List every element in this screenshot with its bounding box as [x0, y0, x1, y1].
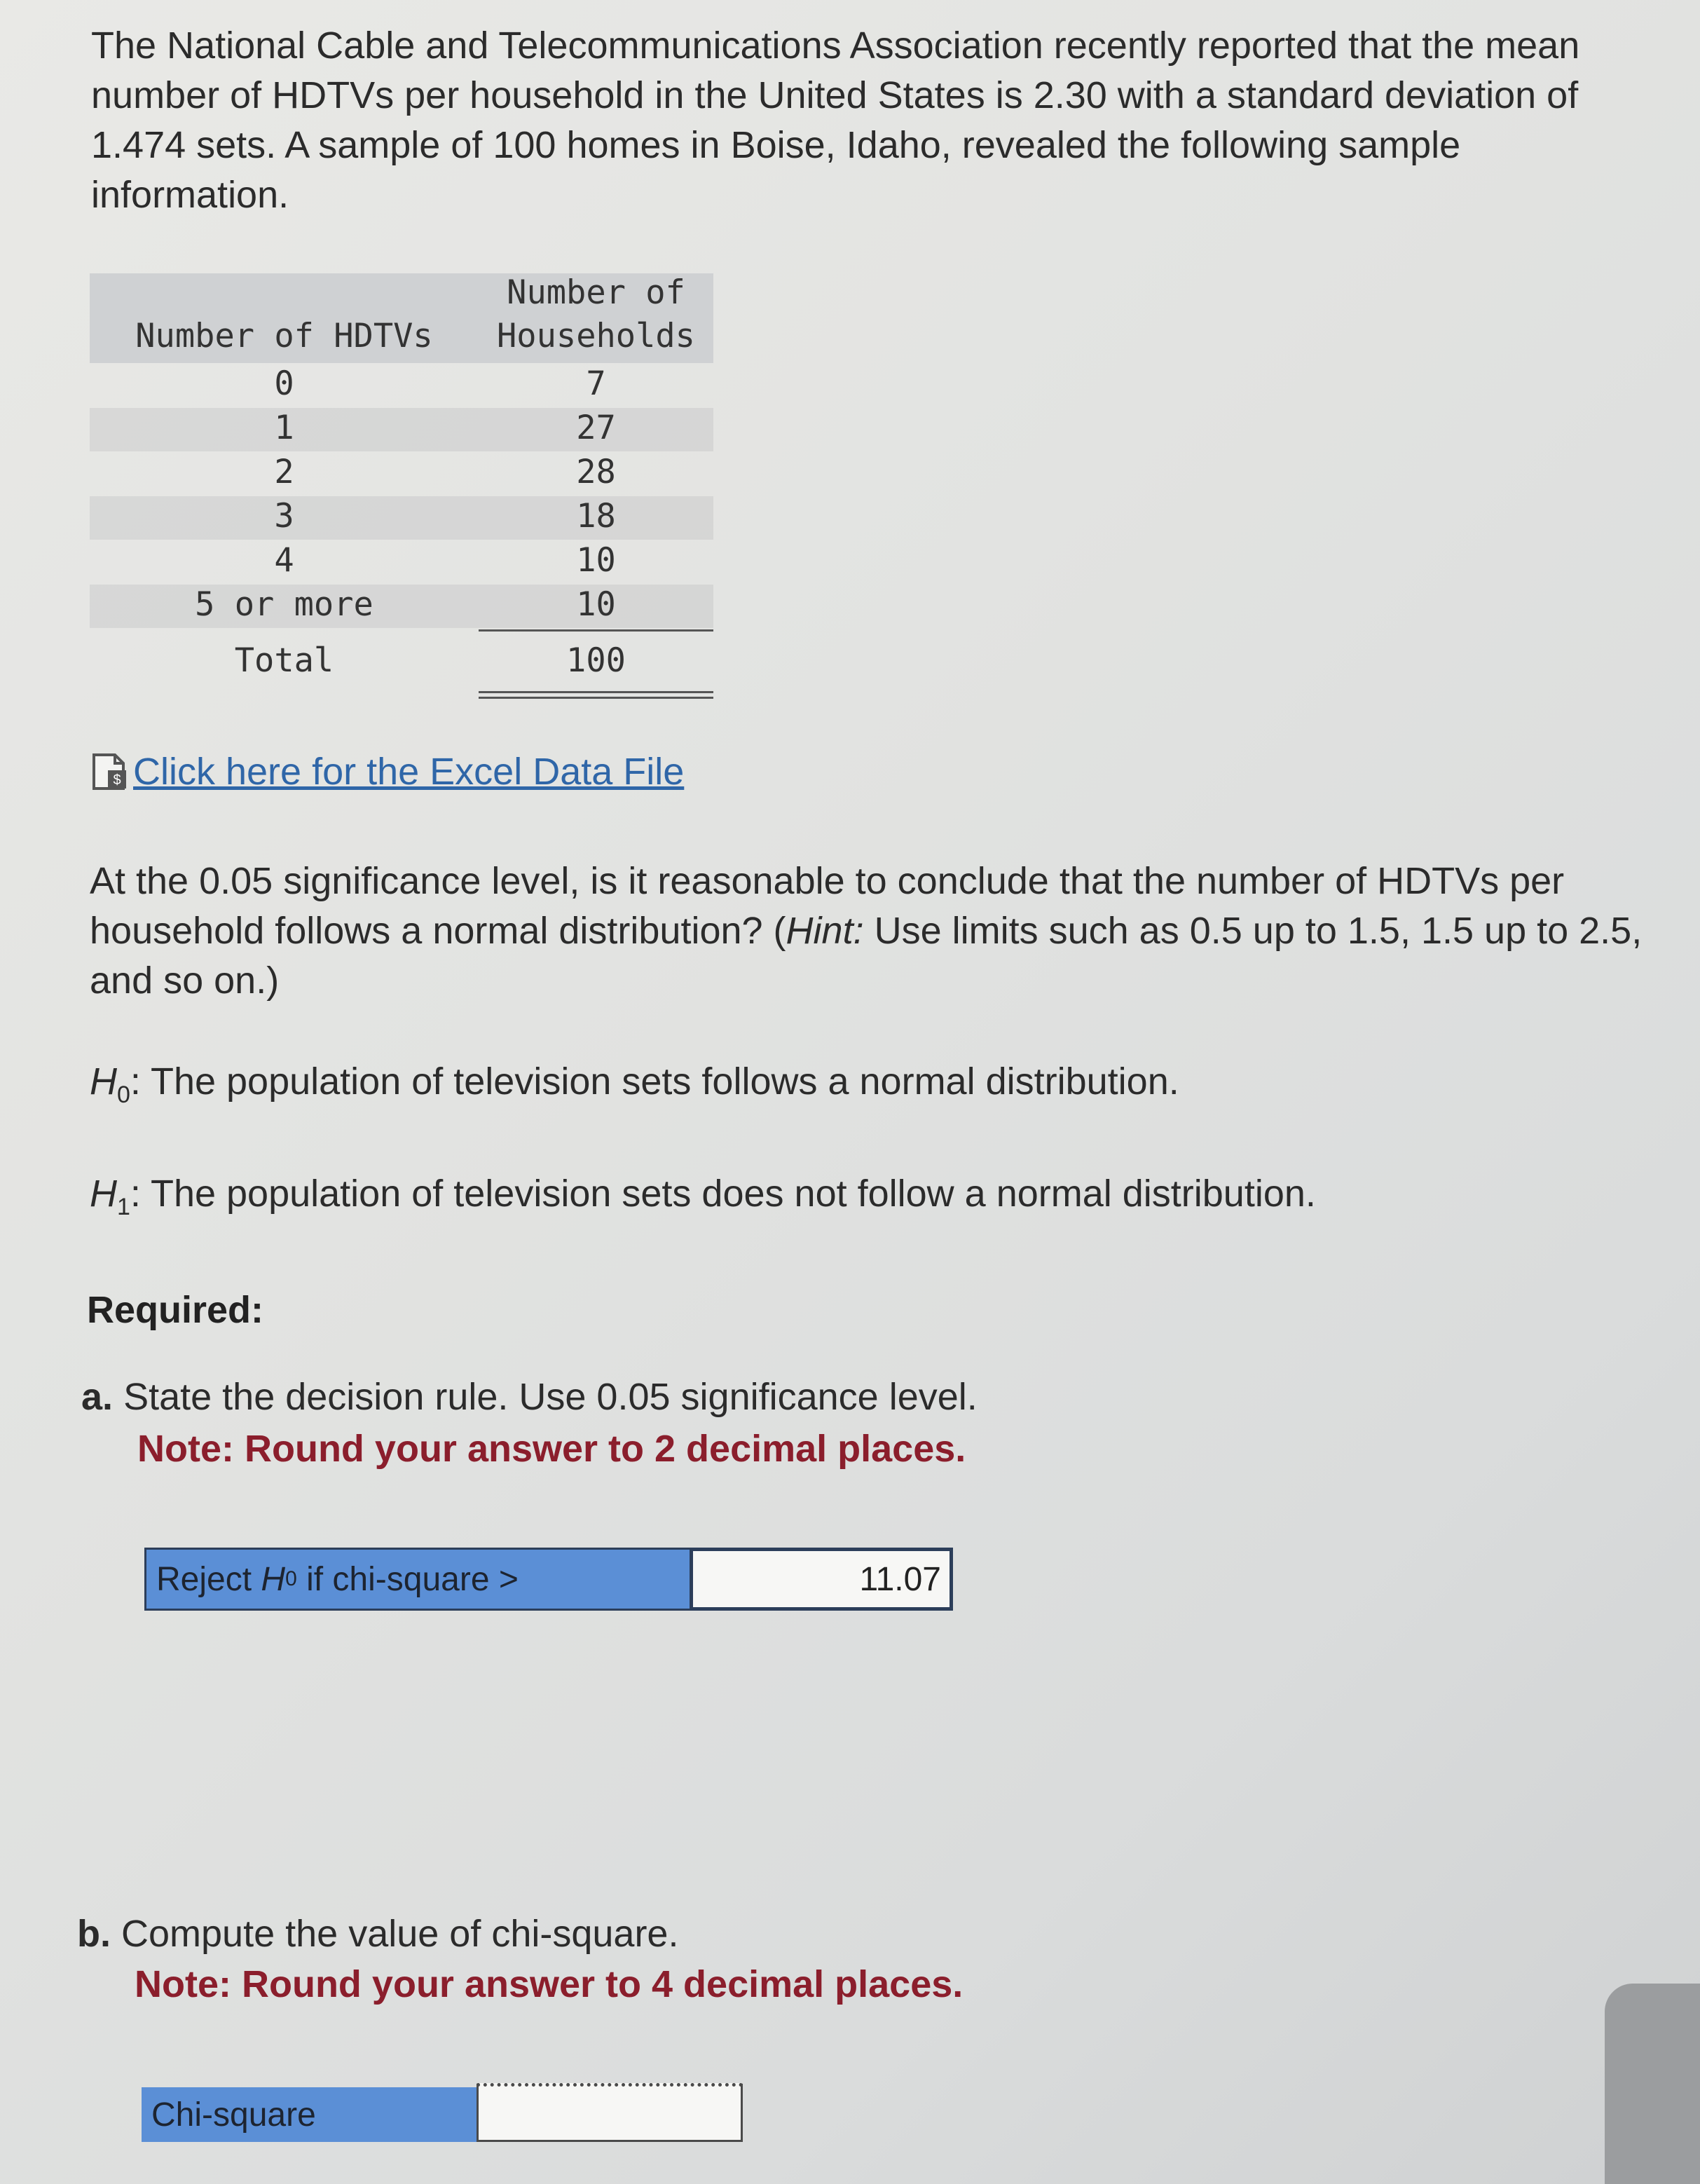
- decision-rule-label-suffix: if chi-square >: [296, 1560, 519, 1598]
- h1-subscript: 1: [117, 1193, 130, 1220]
- column-header-households-line2: Households: [497, 317, 695, 355]
- table-cell-households: 28: [576, 453, 616, 491]
- part-a-letter: a.: [81, 1376, 114, 1418]
- decision-rule-h-subscript: 0: [285, 1567, 297, 1590]
- table-cell-households: 10: [576, 585, 616, 624]
- chi-square-input[interactable]: [477, 2083, 743, 2142]
- alternative-hypothesis: [90, 1172, 1316, 1221]
- required-heading: Required:: [87, 1289, 264, 1331]
- part-b-note: Note: Round your answer to 4 decimal places.: [135, 1963, 964, 2005]
- table-cell-households: 10: [576, 541, 616, 580]
- part-b-letter: b.: [77, 1913, 111, 1955]
- table-cell-hdtvs: 2: [274, 453, 294, 491]
- part-a-prompt: [81, 1375, 978, 1419]
- chi-square-label: Chi-square: [142, 2087, 477, 2142]
- h0-subscript: 0: [117, 1081, 130, 1108]
- table-total-value: 100: [566, 641, 626, 680]
- decision-rule-label: [144, 1548, 690, 1611]
- table-total-label: Total: [234, 641, 334, 680]
- table-cell-hdtvs: 5 or more: [195, 585, 373, 624]
- table-cell-hdtvs: 3: [274, 497, 294, 535]
- excel-file-icon: [91, 752, 128, 791]
- h0-symbol: H: [90, 1060, 117, 1103]
- subtotal-rule: [479, 629, 713, 632]
- question-text-part1: At the 0.05 significance level, is it reasonable to conclude that the number of HDTVs per household follows a normal distribution? (: [90, 860, 1565, 952]
- side-scroll-tab[interactable]: [1605, 1984, 1700, 2184]
- table-cell-hdtvs: 4: [274, 541, 294, 580]
- problem-intro: The National Cable and Telecommunications Association recently reported that the mean number of HDTVs per household in the United States is 2.30 with a standard deviation of 1.474 sets. A sample of 100 homes in Boise, Idaho, revealed the following sample information.: [91, 25, 1580, 216]
- question-text-part2: Use limits such as 0.5 up to 1.5, 1.5 up to 2.5, and so on.): [90, 910, 1643, 1002]
- total-double-rule-top: [479, 691, 713, 693]
- hint-label: Hint:: [786, 910, 864, 952]
- h0-text: : The population of television sets follows a normal distribution.: [130, 1060, 1179, 1103]
- column-header-households-line1: Number of: [507, 273, 685, 312]
- hdtv-data-table: [90, 273, 713, 704]
- decision-rule-value: 11.07: [859, 1560, 941, 1598]
- decision-rule-h-symbol: H: [261, 1560, 286, 1598]
- table-cell-households: 27: [576, 409, 616, 447]
- part-b-text: Compute the value of chi-square.: [121, 1913, 679, 1955]
- part-b-prompt: [77, 1912, 678, 1956]
- null-hypothesis: [90, 1060, 1179, 1109]
- part-a-text: State the decision rule. Use 0.05 significance level.: [123, 1376, 978, 1418]
- table-cell-hdtvs: 0: [274, 364, 294, 403]
- table-cell-hdtvs: 1: [274, 409, 294, 447]
- question-text: [90, 856, 1666, 1006]
- h1-symbol: H: [90, 1173, 117, 1215]
- table-cell-households: 18: [576, 497, 616, 535]
- h1-text: : The population of television sets does not follow a normal distribution.: [130, 1173, 1316, 1215]
- excel-data-file-link[interactable]: [91, 750, 684, 793]
- part-a-note: Note: Round your answer to 2 decimal places.: [137, 1428, 966, 1470]
- svg-text:$: $: [113, 772, 121, 788]
- excel-link-label[interactable]: Click here for the Excel Data File: [133, 751, 685, 793]
- column-header-hdtvs: Number of HDTVs: [135, 317, 433, 355]
- decision-rule-label-prefix: Reject: [156, 1560, 261, 1598]
- total-double-rule-bottom: [479, 697, 713, 699]
- decision-rule-input[interactable]: [690, 1548, 953, 1611]
- table-cell-households: 7: [586, 364, 606, 403]
